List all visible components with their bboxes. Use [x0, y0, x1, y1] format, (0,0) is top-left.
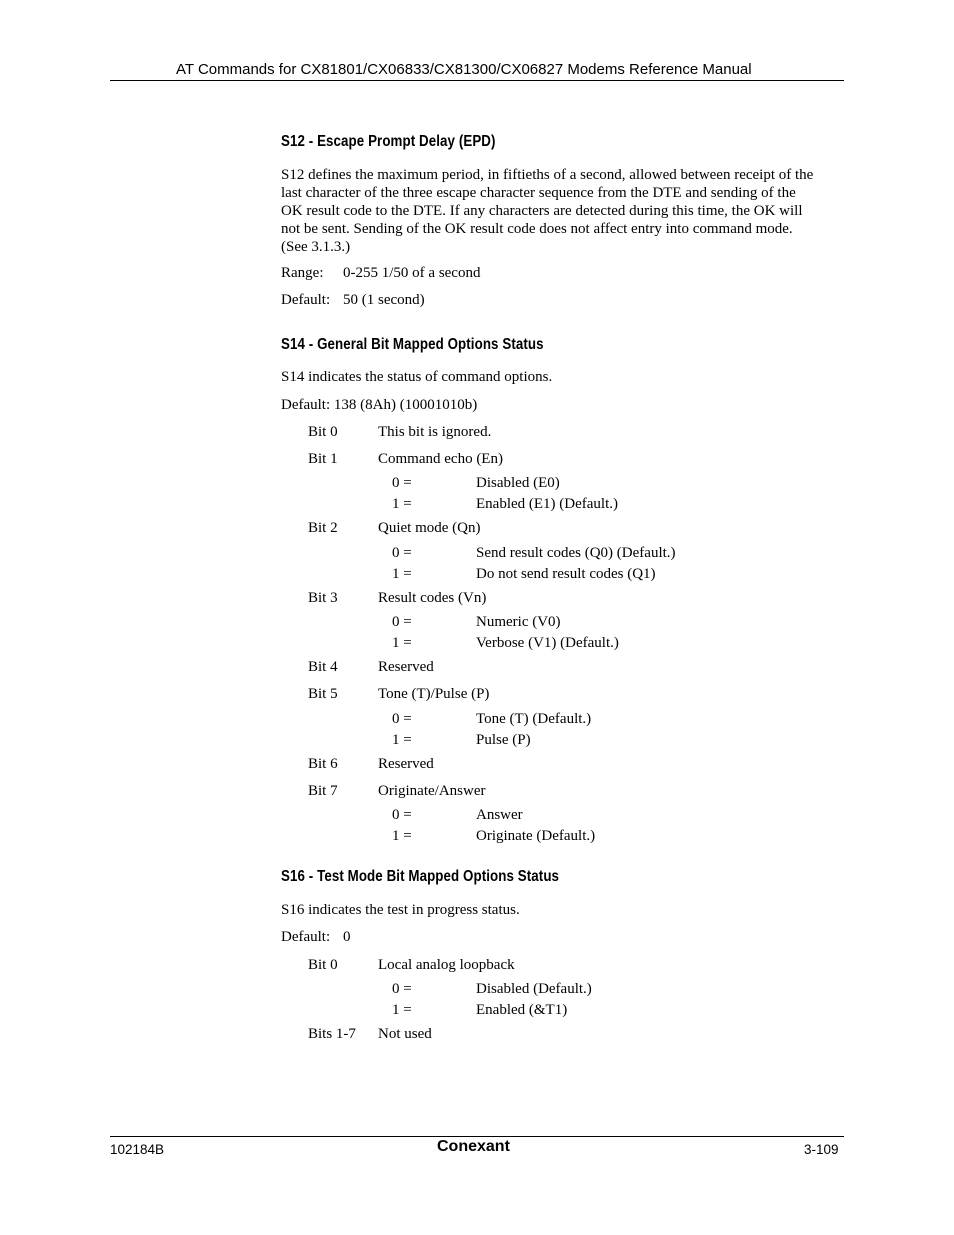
bit-description: Tone (T)/Pulse (P) [378, 686, 490, 702]
bit-value: 0 = [392, 807, 412, 823]
bit-value: 0 = [392, 614, 412, 630]
brand-name: Conexant [437, 1138, 510, 1155]
bit-value: 1 = [392, 732, 412, 748]
s12-line: not be sent. Sending of the OK result code does not affect entry into command mode. [281, 221, 793, 237]
bit-value: 0 = [392, 981, 412, 997]
bit-description: Result codes (Vn) [378, 590, 487, 606]
bit-value-description: Originate (Default.) [476, 828, 596, 844]
bit-value-description: Send result codes (Q0) (Default.) [476, 545, 676, 561]
bit-description: Command echo (En) [378, 451, 503, 467]
s16-default-label: Default: [281, 929, 331, 945]
bit-value-description: Enabled (E1) (Default.) [476, 496, 619, 512]
bit-description: Reserved [378, 659, 434, 675]
footer-rule [110, 1136, 844, 1137]
bit-label: Bit 1 [308, 451, 338, 467]
bit-description: Local analog loopback [378, 957, 515, 973]
bit-description: This bit is ignored. [378, 424, 492, 440]
document-number: 102184B [110, 1142, 165, 1157]
header-rule [110, 80, 844, 81]
bit-value-description: Disabled (Default.) [476, 981, 592, 997]
s16-default-value: 0 [343, 929, 351, 945]
s12-default-label: Default: [281, 292, 331, 308]
bit-description: Not used [378, 1026, 432, 1042]
bit-value-description: Pulse (P) [476, 732, 531, 748]
running-header: AT Commands for CX81801/CX06833/CX81300/CX06827 Modems Reference Manual [176, 61, 752, 78]
bit-value: 1 = [392, 496, 412, 512]
s12-line: OK result code to the DTE. If any characters are detected during this time, the OK will [281, 203, 803, 219]
page-number: 3-109 [804, 1142, 839, 1157]
bit-description: Reserved [378, 756, 434, 772]
s16-intro: S16 indicates the test in progress status. [281, 902, 520, 918]
bit-label: Bit 0 [308, 424, 338, 440]
s14-intro: S14 indicates the status of command options. [281, 369, 553, 385]
bit-label: Bit 2 [308, 520, 338, 536]
bit-label: Bit 6 [308, 756, 338, 772]
s12-range-value: 0-255 1/50 of a second [343, 265, 481, 281]
bit-value-description: Numeric (V0) [476, 614, 561, 630]
bit-description: Quiet mode (Qn) [378, 520, 481, 536]
s14-default: Default: 138 (8Ah) (10001010b) [281, 397, 478, 413]
bit-value-description: Do not send result codes (Q1) [476, 566, 656, 582]
bit-value-description: Tone (T) (Default.) [476, 711, 592, 727]
bit-label: Bit 3 [308, 590, 338, 606]
bit-value-description: Disabled (E0) [476, 475, 560, 491]
s12-line: (See 3.1.3.) [281, 239, 351, 255]
bit-label: Bit 4 [308, 659, 338, 675]
bit-value-description: Verbose (V1) (Default.) [476, 635, 619, 651]
bit-value: 1 = [392, 828, 412, 844]
bit-value-description: Answer [476, 807, 523, 823]
bit-value: 1 = [392, 1002, 412, 1018]
section-heading-s16: S16 - Test Mode Bit Mapped Options Status [281, 868, 560, 885]
bit-value: 1 = [392, 635, 412, 651]
s12-range-label: Range: [281, 265, 324, 281]
s12-line: last character of the three escape character sequence from the DTE and sending of the [281, 185, 796, 201]
s12-line: S12 defines the maximum period, in fiftieths of a second, allowed between receipt of the [281, 167, 814, 183]
section-heading-s14: S14 - General Bit Mapped Options Status [281, 336, 544, 353]
bit-label: Bit 0 [308, 957, 338, 973]
bit-value: 0 = [392, 475, 412, 491]
bit-description: Originate/Answer [378, 783, 486, 799]
bit-value: 1 = [392, 566, 412, 582]
bit-value-description: Enabled (&T1) [476, 1002, 568, 1018]
bit-value: 0 = [392, 711, 412, 727]
s12-description [281, 166, 841, 256]
bit-label: Bits 1-7 [308, 1026, 356, 1042]
bit-label: Bit 5 [308, 686, 338, 702]
section-heading-s12: S12 - Escape Prompt Delay (EPD) [281, 133, 496, 150]
bit-label: Bit 7 [308, 783, 338, 799]
s12-default-value: 50 (1 second) [343, 292, 425, 308]
bit-value: 0 = [392, 545, 412, 561]
